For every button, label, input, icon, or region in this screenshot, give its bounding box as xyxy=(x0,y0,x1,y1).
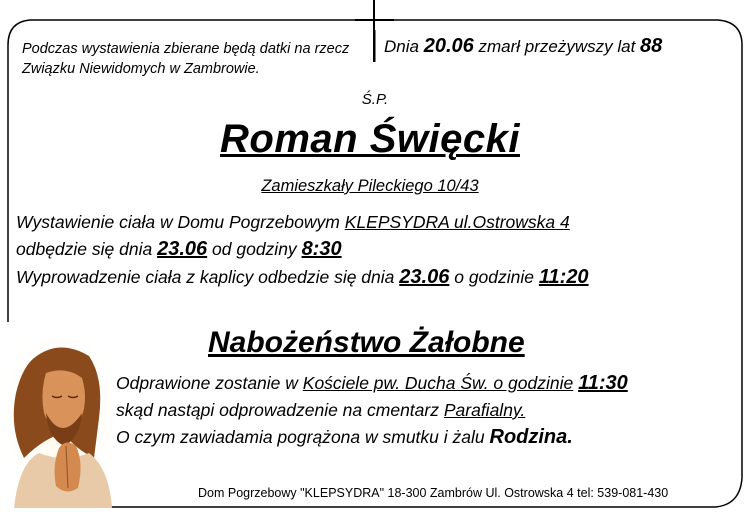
death-info xyxy=(384,35,662,58)
donation-note: Podczas wystawienia zbierane będą datki na rzecz Związku Niewidomych w Zambrowie. xyxy=(22,41,350,77)
service-church: Kościele pw. Ducha Św. o godzinie xyxy=(302,373,574,393)
viewing-line-3 xyxy=(16,266,589,289)
service-line3-prefix: O czym zawiadamia pogrążona w smutku i żalu xyxy=(116,427,485,447)
cemetery-name: Parafialny. xyxy=(443,400,526,420)
service-line-3 xyxy=(116,426,573,449)
service-line1-prefix: Odprawione zostanie w xyxy=(116,373,298,393)
viewing-place: KLEPSYDRA ul.Ostrowska 4 xyxy=(344,212,570,232)
procession-time: 11:20 xyxy=(538,266,589,288)
death-middle: zmarł przeżywszy lat xyxy=(478,37,636,56)
viewing-date: 23.06 xyxy=(157,238,208,260)
service-line-1 xyxy=(116,372,628,395)
procession-middle: o godzinie xyxy=(454,267,535,287)
service-line-2 xyxy=(116,400,525,421)
family-signature: Rodzina. xyxy=(489,426,573,448)
viewing-line2-prefix: odbędzie się dnia xyxy=(16,239,153,259)
viewing-line-1 xyxy=(16,212,570,233)
procession-date: 23.06 xyxy=(399,266,450,288)
service-title: Nabożeństwo Żałobne xyxy=(208,326,525,359)
procession-prefix: Wyprowadzenie ciała z kaplicy odbedzie się dnia xyxy=(16,267,395,287)
service-time: 11:30 xyxy=(578,372,628,394)
death-age: 88 xyxy=(640,35,663,57)
funeral-home-footer: Dom Pogrzebowy "KLEPSYDRA" 18-300 Zambrów Ul. Ostrowska 4 tel: 539-081-430 xyxy=(198,486,669,500)
address: Zamieszkały Pileckiego 10/43 xyxy=(261,177,479,195)
viewing-line1-prefix: Wystawienie ciała w Domu Pogrzebowym xyxy=(16,212,340,232)
viewing-line-2 xyxy=(16,238,342,261)
praying-jesus-icon xyxy=(4,338,116,508)
sp-label: Ś.P. xyxy=(361,91,389,108)
viewing-line2-middle: od godziny xyxy=(212,239,297,259)
deceased-name: Roman Święcki xyxy=(220,117,520,161)
service-line2-prefix: skąd nastąpi odprowadzenie na cmentarz xyxy=(116,400,439,420)
death-date: 20.06 xyxy=(423,35,474,57)
viewing-time: 8:30 xyxy=(301,238,342,260)
death-prefix: Dnia xyxy=(384,37,419,56)
